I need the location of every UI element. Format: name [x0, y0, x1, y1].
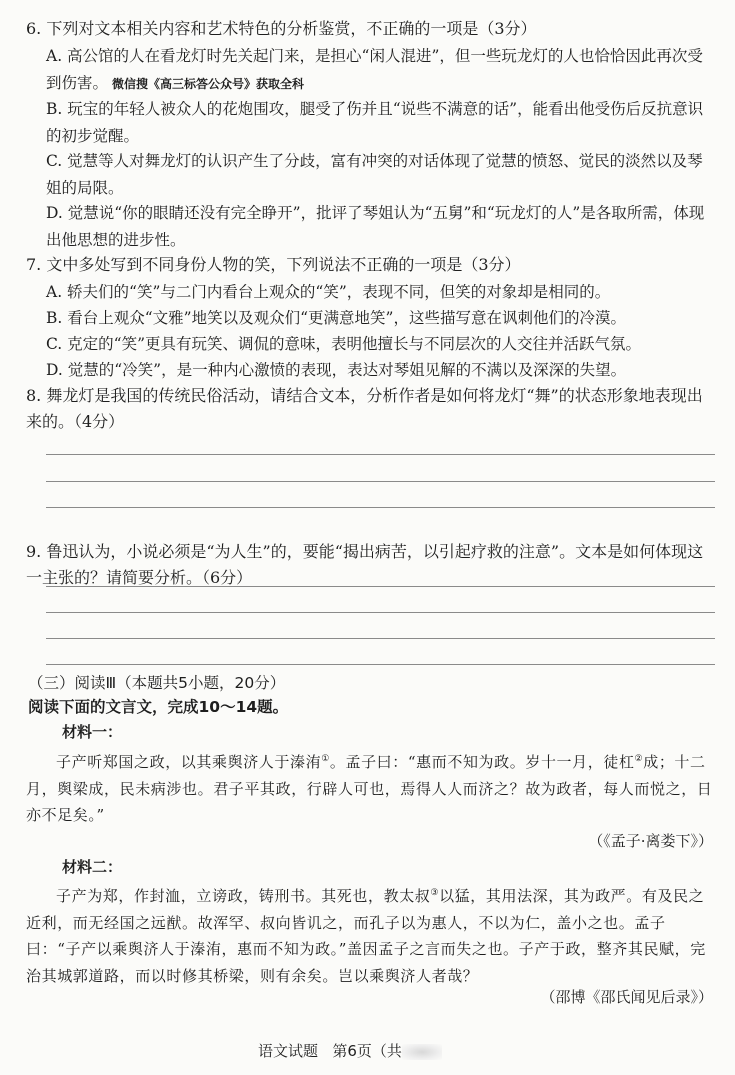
material-2-source: （邵博《邵氏闻见后录》） — [540, 988, 713, 1006]
page-footer — [258, 1040, 442, 1061]
question-6-option-d: D. 觉慧说“你的眼睛还没有完全睁开”，批评了琴姐认为“五舅”和“玩龙灯的人”是各取所需，体现出他思想的进步性。 — [46, 204, 705, 249]
material-2-text-part: 以猛，其用法深，其为政严。有及民之近利，而无经国之远猷。故浑罕、叔向皆讥之，而孔子以为惠人，不以为仁，盖小之也。孟子曰：“子产以乘舆济人于溱洧，惠而不知为政。”盖因孟子之言而失之也。子产于政，整齐其民赋，完治其城郭道路，而以时修其桥梁，则有余矣。岂以乘舆济人者哉？ — [26, 887, 706, 985]
material-1-source: （《孟子·离娄下》） — [588, 832, 713, 850]
material-1-text-part: 。孟子曰：“惠而不知为政。岁十一月，徒杠 — [329, 753, 635, 771]
answer-line[interactable] — [46, 664, 715, 665]
question-7-option-c: C. 克定的“笑”更具有玩笑、调侃的意味，表明他擅长与不同层次的人交往并活跃气氛。 — [46, 335, 642, 353]
answer-line[interactable] — [46, 507, 715, 508]
footnote-mark: ② — [634, 754, 644, 764]
watermark-text: 微信搜《高三标答公众号》获取全科 — [112, 76, 305, 91]
answer-line[interactable] — [46, 454, 715, 455]
material-2-text — [26, 880, 715, 989]
question-9-stem: 9. 鲁迅认为，小说必须是“为人生”的，要能“揭出病苦，以引起疗救的注意”。文本是如何体现这一主张的？请简要分析。（6分） — [26, 542, 704, 587]
answer-line[interactable] — [46, 612, 715, 613]
answer-line[interactable] — [46, 481, 715, 482]
answer-line[interactable] — [46, 586, 715, 587]
question-7-option-a: A. 轿夫们的“笑”与二门内看台上观众的“笑”，表现不同，但笑的对象却是相同的。 — [46, 283, 611, 301]
material-1-text-part: 成；十二月，舆梁成，民未病涉也。君子平其政，行辟人可也，焉得人人而济之？故为政者，每人而悦之，日亦不足矣。” — [26, 753, 713, 824]
section-title: （三）阅读Ⅲ（本题共5小题，20分） — [28, 674, 286, 692]
question-6-option-a — [46, 43, 717, 97]
material-2-title: 材料二： — [62, 858, 123, 876]
question-8-stem: 8. 舞龙灯是我国的传统民俗活动，请结合文本，分析作者是如何将龙灯“舞”的状态形象地表现出来的。（4分） — [26, 386, 703, 431]
answer-line[interactable] — [46, 638, 715, 639]
question-6-option-c: C. 觉慧等人对舞龙灯的认识产生了分歧，富有冲突的对话体现了觉慧的愤怒、觉民的淡然以及琴姐的局限。 — [46, 152, 703, 197]
question-6-stem: 6. 下列对文本相关内容和艺术特色的分析鉴赏，不正确的一项是（3分） — [26, 19, 537, 38]
footer-page: 第6页（共 — [332, 1042, 402, 1060]
question-7-stem: 7. 文中多处写到不同身份人物的笑，下列说法不正确的一项是（3分） — [26, 255, 521, 274]
question-7-option-b: B. 看台上观众“文雅”地笑以及观众们“更满意地笑”，这些描写意在讽刺他们的冷漠。 — [46, 309, 626, 327]
footnote-mark: ① — [321, 754, 330, 764]
footnote-mark: ③ — [430, 888, 440, 898]
material-1-text — [26, 746, 715, 829]
option-a-text: A. 高公馆的人在看龙灯时先关起门来，是担心“闲人混进”，但一些玩龙灯的人也恰恰因此再次受到伤害。 — [46, 47, 703, 92]
question-7-option-d: D. 觉慧的“冷笑”，是一种内心激愤的表现，表达对琴姐见解的不满以及深深的失望。 — [46, 361, 627, 379]
blurred-region — [402, 1044, 442, 1060]
material-1-text-part: 子产听郑国之政，以其乘舆济人于溱洧 — [56, 753, 322, 771]
material-1-title: 材料一： — [62, 723, 123, 741]
question-6-option-b: B. 玩宝的年轻人被众人的花炮围攻，腿受了伤并且“说些不满意的话”，能看出他受伤后反抗意识的初步觉醒。 — [46, 100, 704, 145]
footer-subject: 语文试题 — [258, 1042, 319, 1060]
material-2-text-part: 子产为郑，作封洫，立谤政，铸刑书。其死也，教太叔 — [56, 887, 431, 905]
section-instruction: 阅读下面的文言文，完成10～14题。 — [28, 698, 289, 716]
